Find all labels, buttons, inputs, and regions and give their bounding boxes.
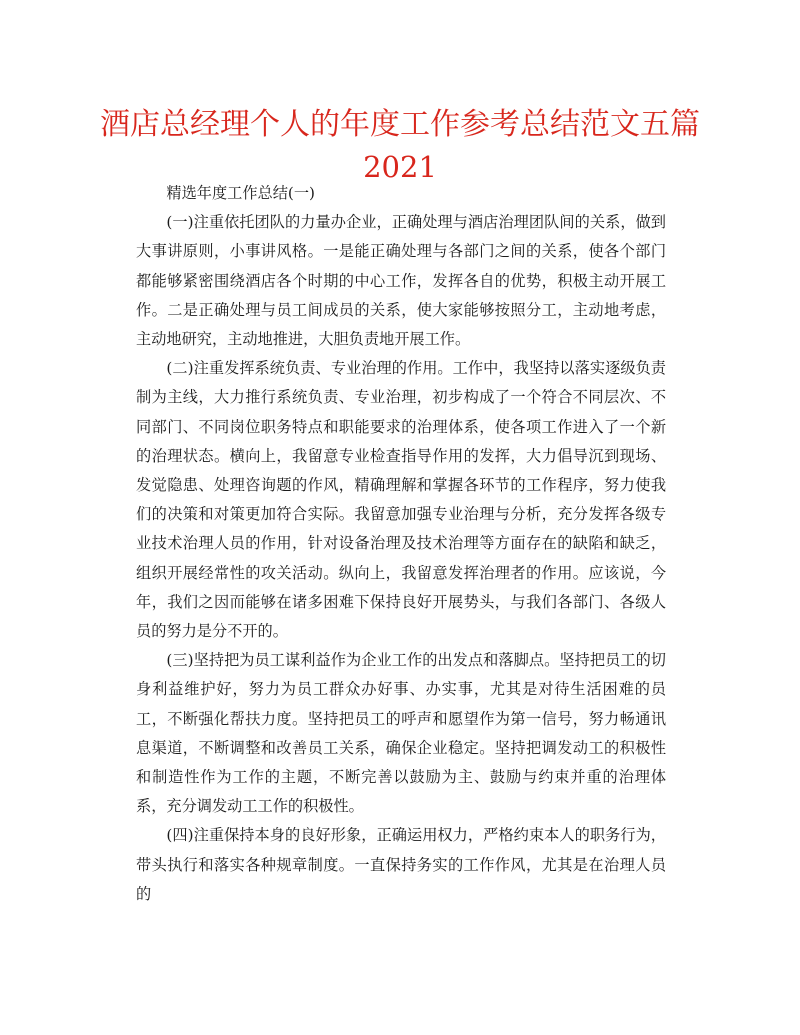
section-subheading: 精选年度工作总结(一) xyxy=(166,184,315,202)
document-body xyxy=(136,179,666,909)
body-paragraph-2: (二)注重发挥系统负责、专业治理的作用。工作中，我坚持以落实逐级负责制为主线，大力推行系统负责、专业治理，初步构成了一个符合不同层次、不同部门、不同岗位职务特点和职能要求的治理体系，使各项工作进入了一个新的治理状态。横向上，我留意专业检查指导作用的发挥，大力倡导沉到现场、发觉隐患、处理咨询题的作风，精确理解和掌握各环节的工作程序，努力使我们的决策和对策更加符合实际。我留意加强专业治理与分析，充分发挥各级专业技术治理人员的作用，针对设备治理及技术治理等方面存在的缺陷和缺乏，组织开展经常性的攻关活动。纵向上，我留意发挥治理者的作用。应该说，今年，我们之因而能够在诸多困难下保持良好开展势头，与我们各部门、各级人员的努力是分不开的。 xyxy=(136,359,666,641)
body-paragraph-1: (一)注重依托团队的力量办企业，正确处理与酒店治理团队间的关系，做到大事讲原则，小事讲风格。一是能正确处理与各部门之间的关系，使各个部门都能够紧密围绕酒店各个时期的中心工作，发挥各自的优势，积极主动开展工作。二是正确处理与员工间成员的关系，使大家能够按照分工，主动地考虑，主动地研究，主动地推进，大胆负责地开展工作。 xyxy=(136,213,666,349)
document-title-line-1: 酒店总经理个人的年度工作参考总结范文五篇 xyxy=(100,107,700,142)
document-title-line-2: 2021 xyxy=(363,150,437,184)
body-paragraph-4: (四)注重保持本身的良好形象，正确运用权力，严格约束本人的职务行为，带头执行和落实各种规章制度。一直保持务实的工作作风，尤其是在治理人员的 xyxy=(136,826,666,903)
body-paragraph-3: (三)坚持把为员工谋利益作为企业工作的出发点和落脚点。坚持把员工的切身利益维护好，努力为员工群众办好事、办实事，尤其是对待生活困难的员工，不断强化帮扶力度。坚持把员工的呼声和愿望作为第一信号，努力畅通讯息渠道，不断调整和改善员工关系，确保企业稳定。坚持把调发动工的积极性和制造性作为工作的主题，不断完善以鼓励为主、鼓励与约束并重的治理体系，充分调发动工工作的积极性。 xyxy=(136,651,666,816)
